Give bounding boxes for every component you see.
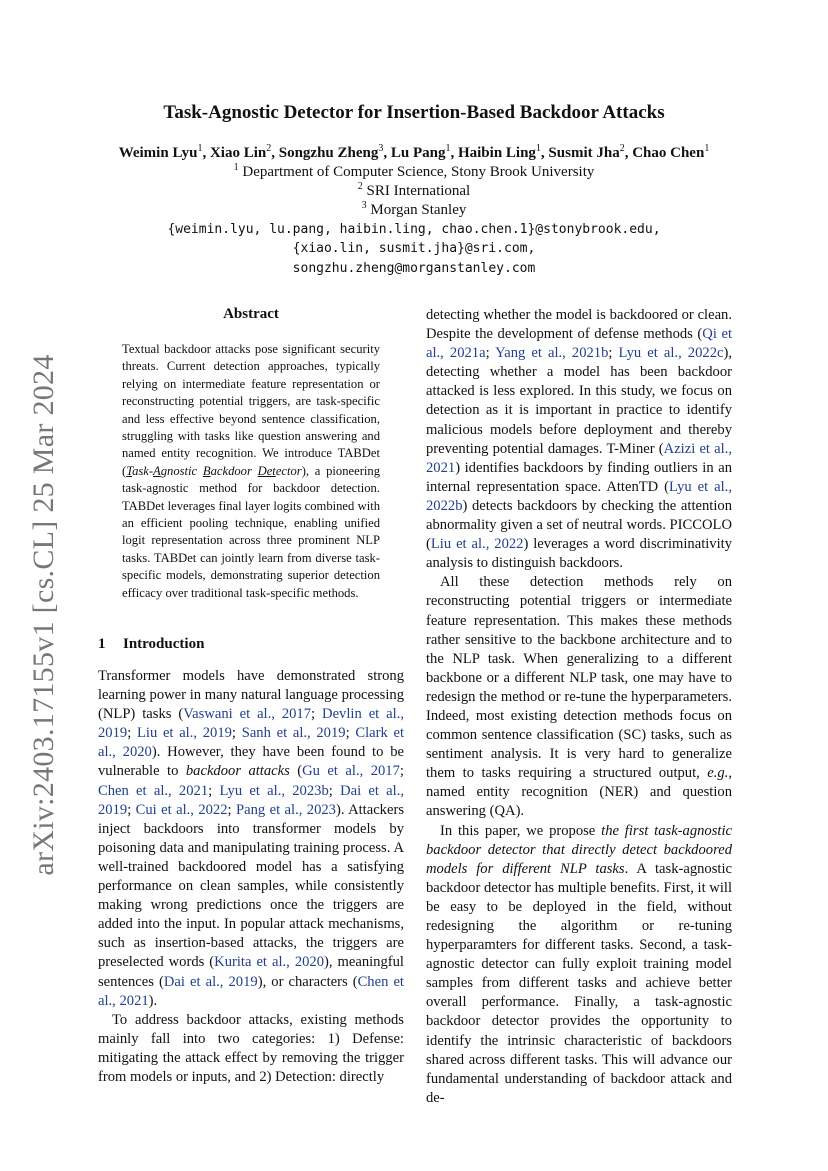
author: Haibin Ling$^1$, [457, 143, 549, 161]
affiliation: $^1$ Department of Computer Science, Stony Brook University [233, 162, 595, 180]
citation-link[interactable]: Liu et al., 2022 [430, 536, 524, 553]
citation-link[interactable]: Gu et al., 2017 [302, 763, 400, 780]
citation-link[interactable]: Lyu et al., 2023b [219, 782, 329, 799]
citation-link[interactable]: Cui et al., 2022 [135, 801, 228, 818]
citation-link[interactable]: Liu et al., 2019 [136, 725, 232, 742]
citation-link[interactable]: Qi et al., 2021a [426, 326, 732, 362]
author-list [0, 143, 828, 162]
citation-link[interactable]: Lyu et al., 2022b [426, 478, 732, 514]
citation-link[interactable]: Dai et al., 2019 [163, 973, 258, 990]
affiliation: $^2$ SRI International [357, 181, 471, 199]
citation-link[interactable]: Sanh et al., 2019 [241, 725, 346, 742]
paragraph: To address backdoor attacks, existing methods mainly fall into two categories: 1) Defense: mitigating the attack effect by removing the trigger from models or inputs, and 2) Detection: directly [98, 1011, 404, 1085]
citation-link[interactable]: Yang et al., 2021b [495, 345, 609, 362]
arxiv-sidebar-stamp [18, 354, 70, 876]
affiliation: $^3$ Morgan Stanley [361, 200, 467, 218]
paper-title: Task-Agnostic Detector for Insertion-Based Backdoor Attacks [163, 102, 665, 123]
author: Chao Chen$^1$ [632, 143, 710, 161]
citation-link[interactable]: Azizi et al., 2021 [426, 440, 733, 476]
author-email[interactable]: {xiao.lin, susmit.jha}@sri.com, [292, 241, 536, 256]
paragraph: All these detection methods rely on reconstructing potential triggers or intermediate feature representation. This makes these methods rather sensitive to the backbone architecture and to the NLP task. When generalizing to a different backbone or a different NLP task, one may have to redesign the method or re-tune the hyperparameters. Indeed, most existing detection methods focus on common sentence classification (SC) tasks, such as sentiment analysis. It is very hard to generalize them to tasks requiring a structured output, e.g., named entity recognition (NER) and question answering (QA). [426, 574, 732, 820]
author: Songzhu Zheng$^3$, [278, 143, 391, 161]
citation-link[interactable]: Kurita et al., 2020 [214, 954, 325, 971]
paragraph: detecting whether the model is backdoored or clean. Despite the development of defense methods (Qi et al., 2021a; Yang et al., 2021b; Lyu et al., 2022c), detecting whether a model has been backdoor attacked is less explored. In this study, we focus on detection as it is important in practice to identify malicious models before deployment and thereby preventing potential damages. T-Miner (Azizi et al., 2021) identifies backdoors by finding outliers in an internal representation space. AttenTD (Lyu et al., 2022b) detects backdoors by checking the attention abnormality given a set of neutral words. PICCOLO (Liu et al., 2022) leverages a word discriminativity analysis to distinguish backdoors. [426, 307, 733, 572]
citation-link[interactable]: Devlin et al., 2019 [98, 706, 404, 742]
author-email[interactable]: {weimin.lyu, lu.pang, haibin.ling, chao.chen.1}@stonybrook.edu, [167, 222, 661, 237]
author: Lu Pang$^1$, [390, 143, 458, 161]
citation-link[interactable]: Clark et al., 2020 [98, 725, 405, 761]
citation-link[interactable]: Chen et al., 2021 [98, 782, 209, 799]
paragraph: In this paper, we propose the first task-agnostic backdoor detector that directly detect backdoored models for different NLP tasks. A task-agnostic backdoor detector has multiple benefits. First, it will be easy to be deployed in the field, without redesigning the algorithm or re-tuning hyperparamters for different tasks. Second, a task-agnostic detector can fully exploit training model samples from different tasks and achieve better overall performance. Finally, a task-agnostic backdoor detector provides the opportunity to identify the intrinsic characteristic of backdoors shared across different tasks. This will advance our fundamental understanding of backdoor attack and de- [426, 822, 732, 1106]
paragraph: Transformer models have demonstrated strong learning power in many natural language processing (NLP) tasks (Vaswani et al., 2017; Devlin et al., 2019; Liu et al., 2019; Sanh et al., 2019; Clark et al., 2020). However, they have been found to be vulnerable to backdoor attacks (Gu et al., 2017; Chen et al., 2021; Lyu et al., 2023b; Dai et al., 2019; Cui et al., 2022; Pang et al., 2023). Attackers inject backdoors into transformer models by poisoning data and manipulating training process. A well-trained backdoored model has a satisfying performance on clean samples, while consistently making wrong predictions once the triggers are added into the input. In popular attack mechanisms, such as insertion-based attacks, the triggers are preselected words (Kurita et al., 2020), meaningful sentences (Dai et al., 2019), or characters (Chen et al., 2021). [98, 668, 405, 1009]
author: Weimin Lyu$^1$, [118, 143, 210, 161]
citation-link[interactable]: Pang et al., 2023 [236, 801, 336, 818]
left-column-body [98, 667, 404, 1087]
citation-link[interactable]: Dai et al., 2019 [98, 782, 405, 818]
author-email[interactable]: songzhu.zheng@morganstanley.com [292, 261, 536, 276]
abstract-text: Textual backdoor attacks pose significant security threats. Current detection approaches, typically relying on intermediate feature representation or reconstructing potential triggers, are task-specific and less effective beyond sentence classification, struggling with tasks like question answering and named entity recognition. We introduce TABDet (Task-Agnostic Backdoor Detector), a pioneering task-agnostic method for backdoor detection. TABDet leverages final layer logits combined with an efficient pooling technique, enabling unified logit representation across three prominent NLP tasks. TABDet can jointly learn from diverse task-specific models, demonstrating superior detection efficacy over traditional task-specific methods. [122, 342, 380, 600]
citation-link[interactable]: Vaswani et al., 2017 [183, 706, 312, 723]
author: Xiao Lin$^2$, [209, 143, 279, 161]
abstract-heading: Abstract [223, 306, 279, 322]
author: Susmit Jha$^2$, [548, 143, 633, 161]
arxiv-identifier: arXiv:2403.17155v1 [cs.CL] 25 Mar 2024 [27, 354, 60, 876]
citation-link[interactable]: Chen et al., 2021 [98, 973, 404, 1009]
citation-link[interactable]: Lyu et al., 2022c [618, 345, 724, 362]
right-column-body [426, 306, 732, 1108]
section-heading-introduction: 1 Introduction [98, 636, 205, 652]
